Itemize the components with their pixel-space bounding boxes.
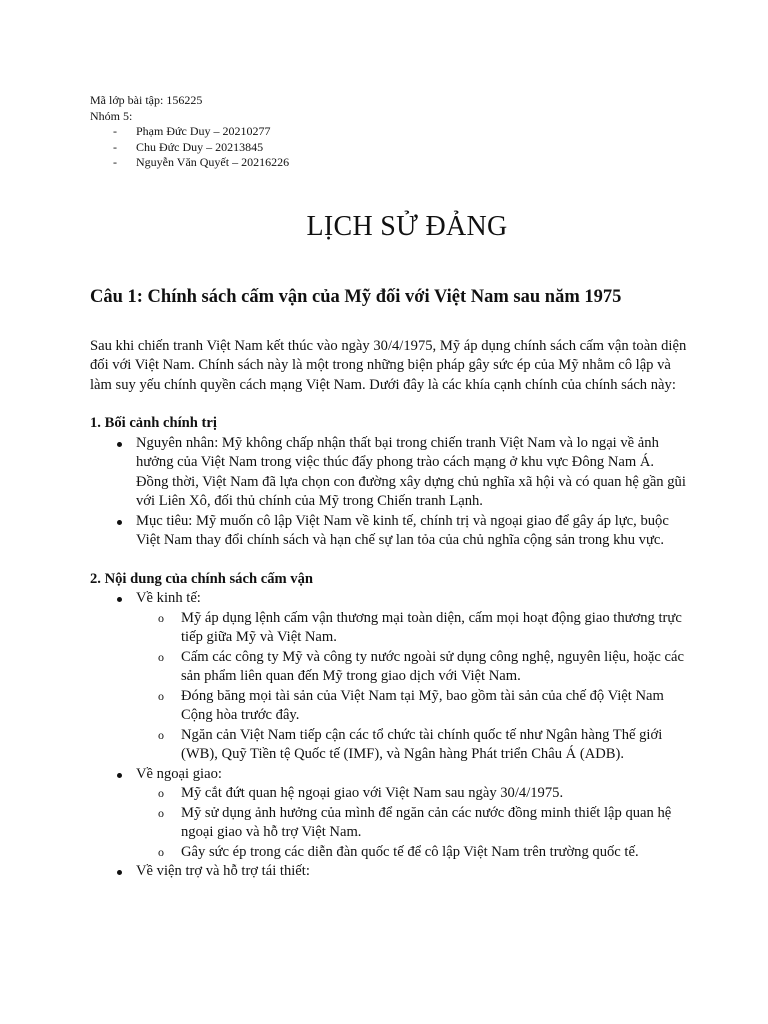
document-page [90, 92, 690, 882]
sub-list-item [136, 609, 690, 648]
list-item [90, 434, 690, 512]
member-item [90, 155, 690, 171]
circle-bullet: o [158, 610, 164, 625]
sub-list-diplomacy [136, 784, 690, 862]
sub-item-text: Cấm các công ty Mỹ và công ty nước ngoài sử dụng công nghệ, nguyên liệu, hoặc các sản phẩm liên quan đến Mỹ trong giao dịch với Việt Nam. [181, 648, 684, 684]
group-label-diplomacy: Về ngoại giao: [136, 765, 222, 782]
sub-list-item [136, 687, 690, 726]
member-name: Nguyễn Văn Quyết – 20216226 [136, 155, 290, 169]
sub-item-text: Gây sức ép trong các diễn đàn quốc tế để cô lập Việt Nam trên trường quốc tế. [181, 843, 639, 860]
sub-item-text: Ngăn cản Việt Nam tiếp cận các tổ chức tài chính quốc tế như Ngân hàng Thế giới (WB), Quỹ Tiền tệ Quốc tế (IMF), và Ngân hàng Phát triển Châu Á (ADB). [181, 726, 663, 762]
dash-bullet: - [113, 139, 117, 154]
list-item-text: Mục tiêu: Mỹ muốn cô lập Việt Nam về kinh tế, chính trị và ngoại giao để gây áp lực, buộc Việt Nam thay đổi chính sách và hạn chế sự lan tỏa của chủ nghĩa cộng sản trong khu vực. [136, 512, 669, 548]
sub-list-economy [136, 609, 690, 765]
member-name: Phạm Đức Duy – 20210277 [136, 124, 271, 138]
sub-item-text: Mỹ áp dụng lệnh cấm vận thương mại toàn diện, cấm mọi hoạt động giao thương trực tiếp giữa Mỹ và Việt Nam. [181, 609, 682, 645]
sub-list-item [136, 843, 690, 863]
sub-item-text: Đóng băng mọi tài sản của Việt Nam tại Mỹ, bao gồm tài sản của chế độ Việt Nam Cộng hòa trước đây. [181, 687, 664, 723]
dash-bullet: - [113, 124, 117, 138]
sub-list-item [136, 648, 690, 687]
section-1-list [90, 434, 690, 551]
list-item-text: Nguyên nhân: Mỹ không chấp nhận thất bại trong chiến tranh Việt Nam và lo ngại về ảnh hưởng của Việt Nam trong việc thúc đẩy phong trào cách mạng ở khu vực Đông Nam Á. Đồng thời, Việt Nam đã lựa chọn con đường xây dựng chủ nghĩa xã hội và có quan hệ gần gũi với Liên Xô, đối thủ chính của Mỹ trong Chiến tranh Lạnh. [136, 434, 686, 509]
bullet-dot [117, 597, 122, 602]
list-item-diplomacy [90, 765, 690, 863]
question-title: Câu 1: Chính sách cấm vận của Mỹ đối với Việt Nam sau năm 1975 [90, 286, 622, 307]
member-item [90, 124, 690, 140]
bullet-dot [117, 442, 122, 447]
section-2-list [90, 589, 690, 882]
circle-bullet: o [158, 805, 164, 820]
circle-bullet: o [158, 727, 164, 742]
group-label: Nhóm 5: [90, 109, 133, 123]
bullet-dot [117, 773, 122, 778]
member-name: Chu Đức Duy – 20213845 [136, 139, 264, 154]
bullet-dot [117, 520, 122, 525]
group-label-aid: Về viện trợ và hỗ trợ tái thiết: [136, 863, 310, 879]
circle-bullet: o [158, 649, 164, 664]
list-item-economy [90, 589, 690, 765]
sub-item-text: Mỹ sử dụng ảnh hưởng của mình để ngăn cản các nước đồng minh thiết lập quan hệ ngoại giao và hỗ trợ Việt Nam. [181, 804, 672, 840]
circle-bullet: o [158, 786, 164, 800]
class-code: Mã lớp bài tập: 156225 [90, 93, 203, 107]
list-item [90, 512, 690, 551]
member-list [90, 124, 690, 171]
sub-list-item [136, 726, 690, 765]
member-item [90, 140, 690, 156]
sub-list-item [136, 804, 690, 843]
section-1-heading: 1. Bối cảnh chính trị [90, 415, 217, 431]
section-2-heading: 2. Nội dung của chính sách cấm vận [90, 570, 314, 587]
sub-item-text: Mỹ cắt đứt quan hệ ngoại giao với Việt Nam sau ngày 30/4/1975. [181, 785, 564, 801]
circle-bullet: o [158, 844, 164, 859]
intro-paragraph: Sau khi chiến tranh Việt Nam kết thúc vào ngày 30/4/1975, Mỹ áp dụng chính sách cấm vận toàn diện đối với Việt Nam. Chính sách này là một trong những biện pháp gây sức ép của Mỹ nhằm cô lập và làm suy yếu chính quyền cách mạng Việt Nam. Dưới đây là các khía cạnh chính của chính sách này: [90, 337, 687, 393]
dash-bullet: - [113, 155, 117, 169]
bullet-dot [117, 870, 122, 875]
group-label-economy: Về kinh tế: [136, 590, 201, 606]
list-item-aid [90, 862, 690, 882]
sub-list-item [136, 784, 690, 804]
document-title: LỊCH SỬ ĐẢNG [306, 210, 508, 242]
circle-bullet: o [158, 688, 164, 703]
